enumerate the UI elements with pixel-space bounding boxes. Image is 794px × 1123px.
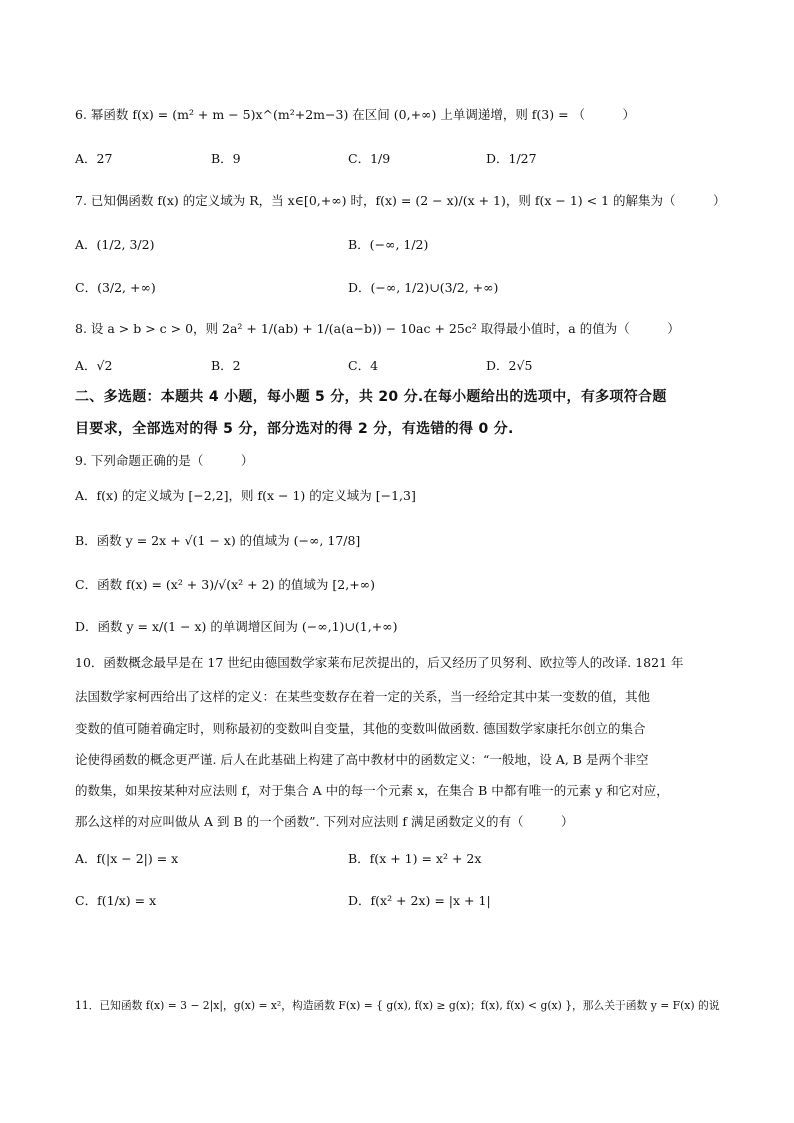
question-10-option-a: A．f(|x − 2|) = x: [75, 851, 179, 866]
question-9-option-d: D．函数 y = x/(1 − x) 的单调增区间为 (−∞,1)∪(1,+∞): [75, 619, 398, 634]
question-8-stem: 8. 设 a > b > c > 0，则 2a² + 1/(ab) + 1/(a(a−b)) − 10ac + 25c² 取得最小值时，a 的值为（ ）: [75, 321, 680, 336]
question-10-option-c: C．f(1/x) = x: [75, 893, 157, 908]
question-9-option-b: B．函数 y = 2x + √(1 − x) 的值域为 (−∞, 17/8]: [75, 533, 361, 548]
question-6-option-a: A．27: [75, 151, 113, 166]
question-10-line-6: 那么这样的对应叫做从 A 到 B 的一个函数”. 下列对应法则 f 满足函数定义的有（ ）: [75, 814, 574, 829]
question-10-line-5: 的数集，如果按某种对应法则 f，对于集合 A 中的每一个元素 x，在集合 B 中都有唯一的元素 y 和它对应，: [75, 783, 669, 798]
question-9-option-c: C．函数 f(x) = (x² + 3)/√(x² + 2) 的值域为 [2,+∞): [75, 577, 375, 592]
section-2-heading-line-1: 二、多选题：本题共 4 小题，每小题 5 分，共 20 分.在每小题给出的选项中，有多项符合题: [75, 389, 667, 405]
question-10-option-b: B．f(x + 1) = x² + 2x: [348, 851, 482, 866]
question-10-line-4: 论使得函数的概念更严谨. 后人在此基础上构建了高中教材中的函数定义：“一般地，设 A, B 是两个非空: [75, 752, 649, 767]
question-8-option-c: C．4: [348, 358, 379, 373]
question-6-option-d: D．1/27: [486, 151, 537, 166]
question-10-line-2: 法国数学家柯西给出了这样的定义：在某些变数存在着一定的关系，当一经给定其中某一变数的值，其他: [75, 689, 651, 704]
question-7-option-c: C．(3/2, +∞): [75, 280, 156, 295]
question-6-stem: 6. 幂函数 f(x) = (m² + m − 5)x^(m²+2m−3) 在区间 (0,+∞) 上单调递增，则 f(3) = （ ）: [75, 107, 636, 122]
question-8-option-a: A．√2: [75, 358, 113, 373]
question-7-stem: 7. 已知偶函数 f(x) 的定义域为 R，当 x∈[0,+∞) 时，f(x) = (2 − x)/(x + 1)，则 f(x − 1) < 1 的解集为（ ）: [75, 193, 726, 208]
question-10-option-d: D．f(x² + 2x) = |x + 1|: [348, 893, 491, 908]
question-8-option-d: D．2√5: [486, 358, 533, 373]
question-11-stem: 11．已知函数 f(x) = 3 − 2|x|，g(x) = x²，构造函数 F(x) = { g(x), f(x) ≥ g(x)；f(x), f(x) < g(x) }，那么关于函数 y = F(x) 的说: [75, 999, 720, 1012]
question-10-line-3: 变数的值可随着确定时，则称最初的变数叫自变量，其他的变数叫做函数. 德国数学家康托尔创立的集合: [75, 721, 646, 736]
question-10-line-1: 10．函数概念最早是在 17 世纪由德国数学家莱布尼茨提出的，后又经历了贝努利、欧拉等人的改译. 1821 年: [75, 655, 684, 670]
question-9-option-a: A．f(x) 的定义域为 [−2,2]，则 f(x − 1) 的定义域为 [−1,3]: [75, 488, 416, 503]
question-7-option-d: D．(−∞, 1/2)∪(3/2, +∞): [348, 280, 499, 295]
question-7-option-a: A．(1/2, 3/2): [75, 237, 155, 252]
question-9-stem: 9. 下列命题正确的是（ ）: [75, 453, 254, 468]
section-2-heading-line-2: 目要求，全部选对的得 5 分，部分选对的得 2 分，有选错的得 0 分.: [75, 421, 514, 437]
question-6-option-b: B．9: [211, 151, 241, 166]
question-7-option-b: B．(−∞, 1/2): [348, 237, 429, 252]
question-8-option-b: B．2: [211, 358, 241, 373]
question-6-option-c: C．1/9: [348, 151, 391, 166]
